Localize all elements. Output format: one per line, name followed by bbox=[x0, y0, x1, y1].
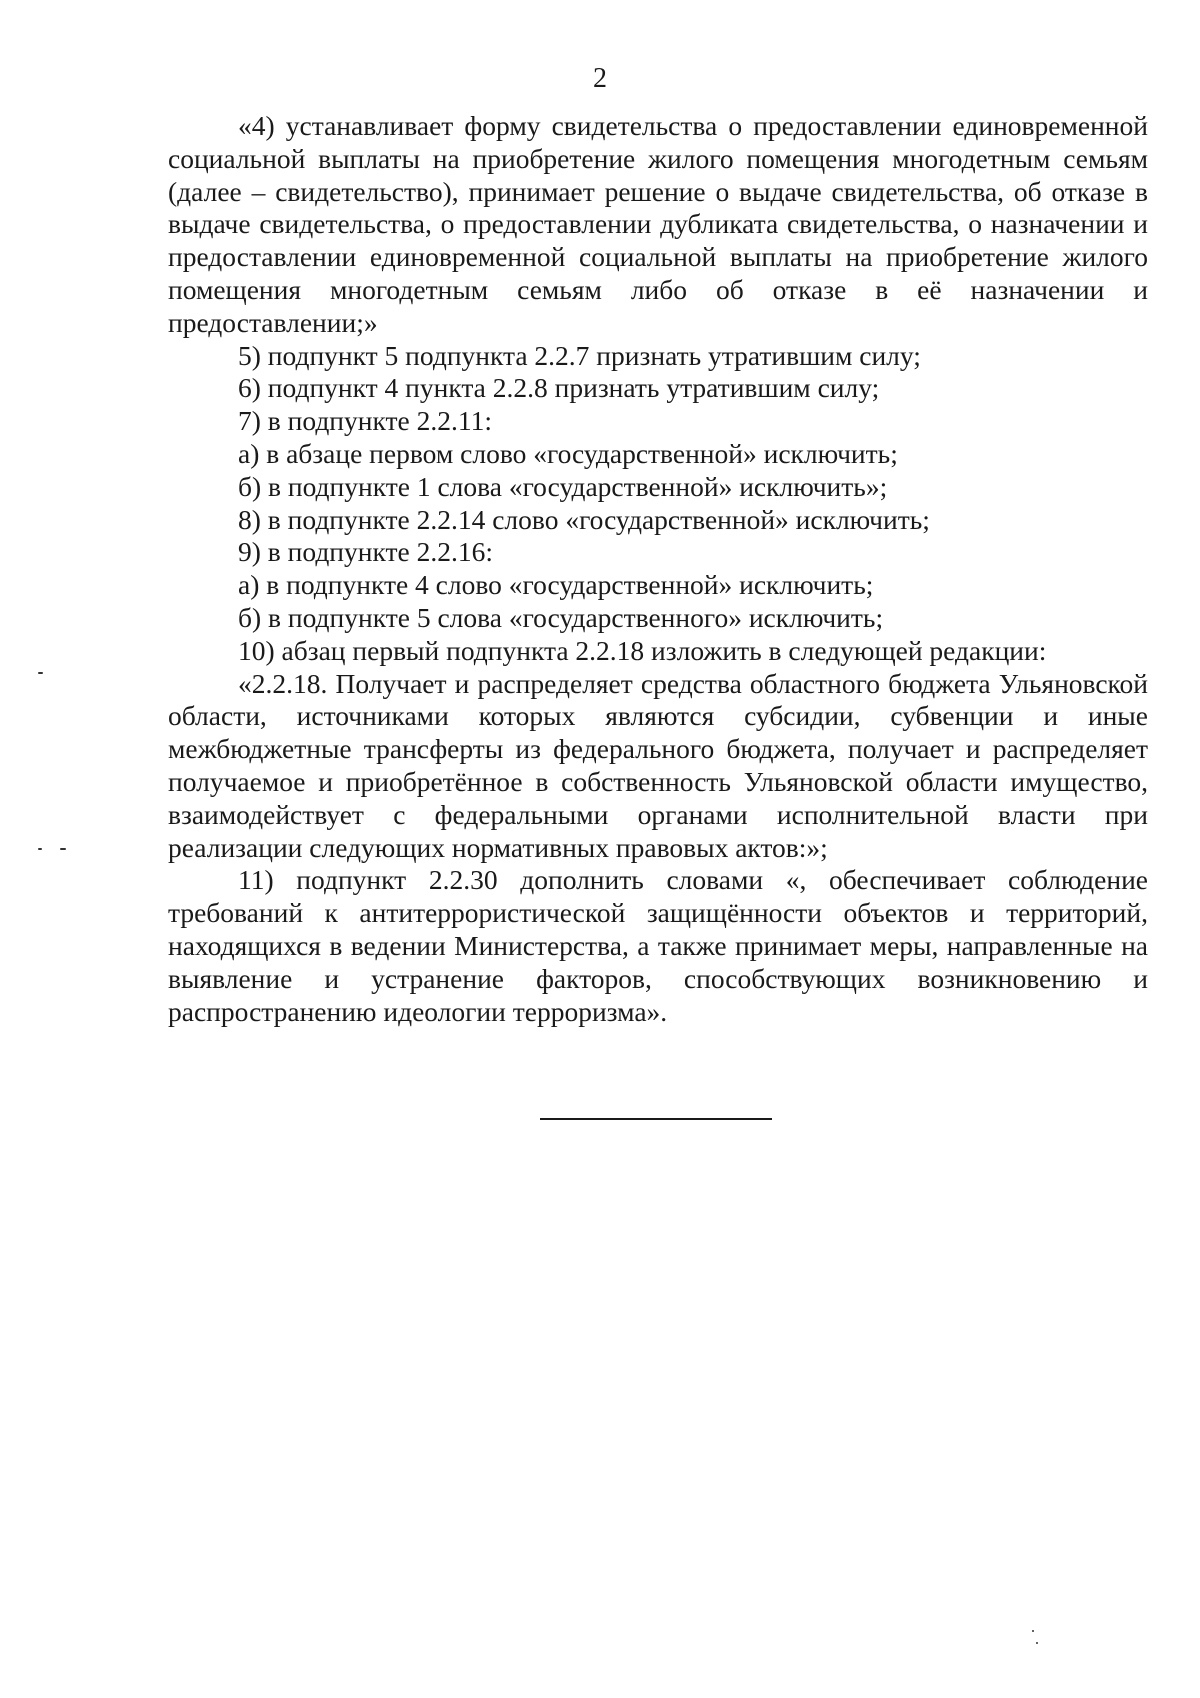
paragraph-2-2-18: «2.2.18. Получает и распределяет средства областного бюджета Ульяновской области, источниками которых являются субсидии, субвенции и иные межбюджетные трансферты из федерального бюджета, получает и распределяет получаемое и приобретённое в собственность Ульяновской области имущество, взаимодействует с федеральными органами исполнительной власти при реализации следующих нормативных правовых актов:»; bbox=[168, 667, 1148, 863]
list-item-5: 5) подпункт 5 подпункта 2.2.7 признать утратившим силу; bbox=[238, 339, 921, 371]
list-item-9a: а) в подпункте 4 слово «государственной» исключить; bbox=[238, 569, 874, 601]
page-number: 2 bbox=[593, 63, 607, 94]
list-item-7a: а) в абзаце первом слово «государственной» исключить; bbox=[238, 437, 898, 469]
list-item-9: 9) в подпункте 2.2.16: bbox=[238, 536, 493, 568]
list-item-8: 8) в подпункте 2.2.14 слово «государственной» исключить; bbox=[238, 503, 930, 535]
document-body bbox=[168, 110, 1148, 1028]
list-item-9b: б) в подпункте 5 слова «государственного» исключить; bbox=[238, 601, 884, 633]
list-item-6: 6) подпункт 4 пункта 2.2.8 признать утратившим силу; bbox=[238, 372, 880, 404]
scan-speck bbox=[38, 672, 43, 674]
closing-separator-line bbox=[540, 1118, 772, 1120]
scan-speck bbox=[60, 848, 66, 850]
list-item-7b: б) в подпункте 1 слова «государственной» исключить»; bbox=[238, 470, 888, 502]
scan-speck bbox=[38, 848, 42, 850]
list-item-7: 7) в подпункте 2.2.11: bbox=[238, 405, 492, 437]
paragraph-item-11: 11) подпункт 2.2.30 дополнить словами «, обеспечивает соблюдение требований к антитеррористической защищённости объектов и территорий, находящихся в ведении Министерства, а также принимает меры, направленные на выявление и устранение факторов, способствующих возникновению и распространению идеологии терроризма». bbox=[168, 864, 1148, 1027]
list-item-10: 10) абзац первый подпункта 2.2.18 изложить в следующей редакции: bbox=[238, 634, 1047, 666]
scan-speck bbox=[1032, 1630, 1034, 1632]
scan-speck bbox=[1036, 1642, 1038, 1644]
paragraph-item-4-form: «4) устанавливает форму свидетельства о предоставлении единовременной социальной выплаты на приобретение жилого помещения многодетным семьям (далее – свидетельство), принимает решение о выдаче свидетельства, об отказе в выдаче свидетельства, о предоставлении дубликата свидетельства, о назначении и предоставлении единовременной социальной выплаты на приобретение жилого помещения многодетным семьям либо об отказе в её назначении и предоставлении;» bbox=[168, 110, 1148, 338]
